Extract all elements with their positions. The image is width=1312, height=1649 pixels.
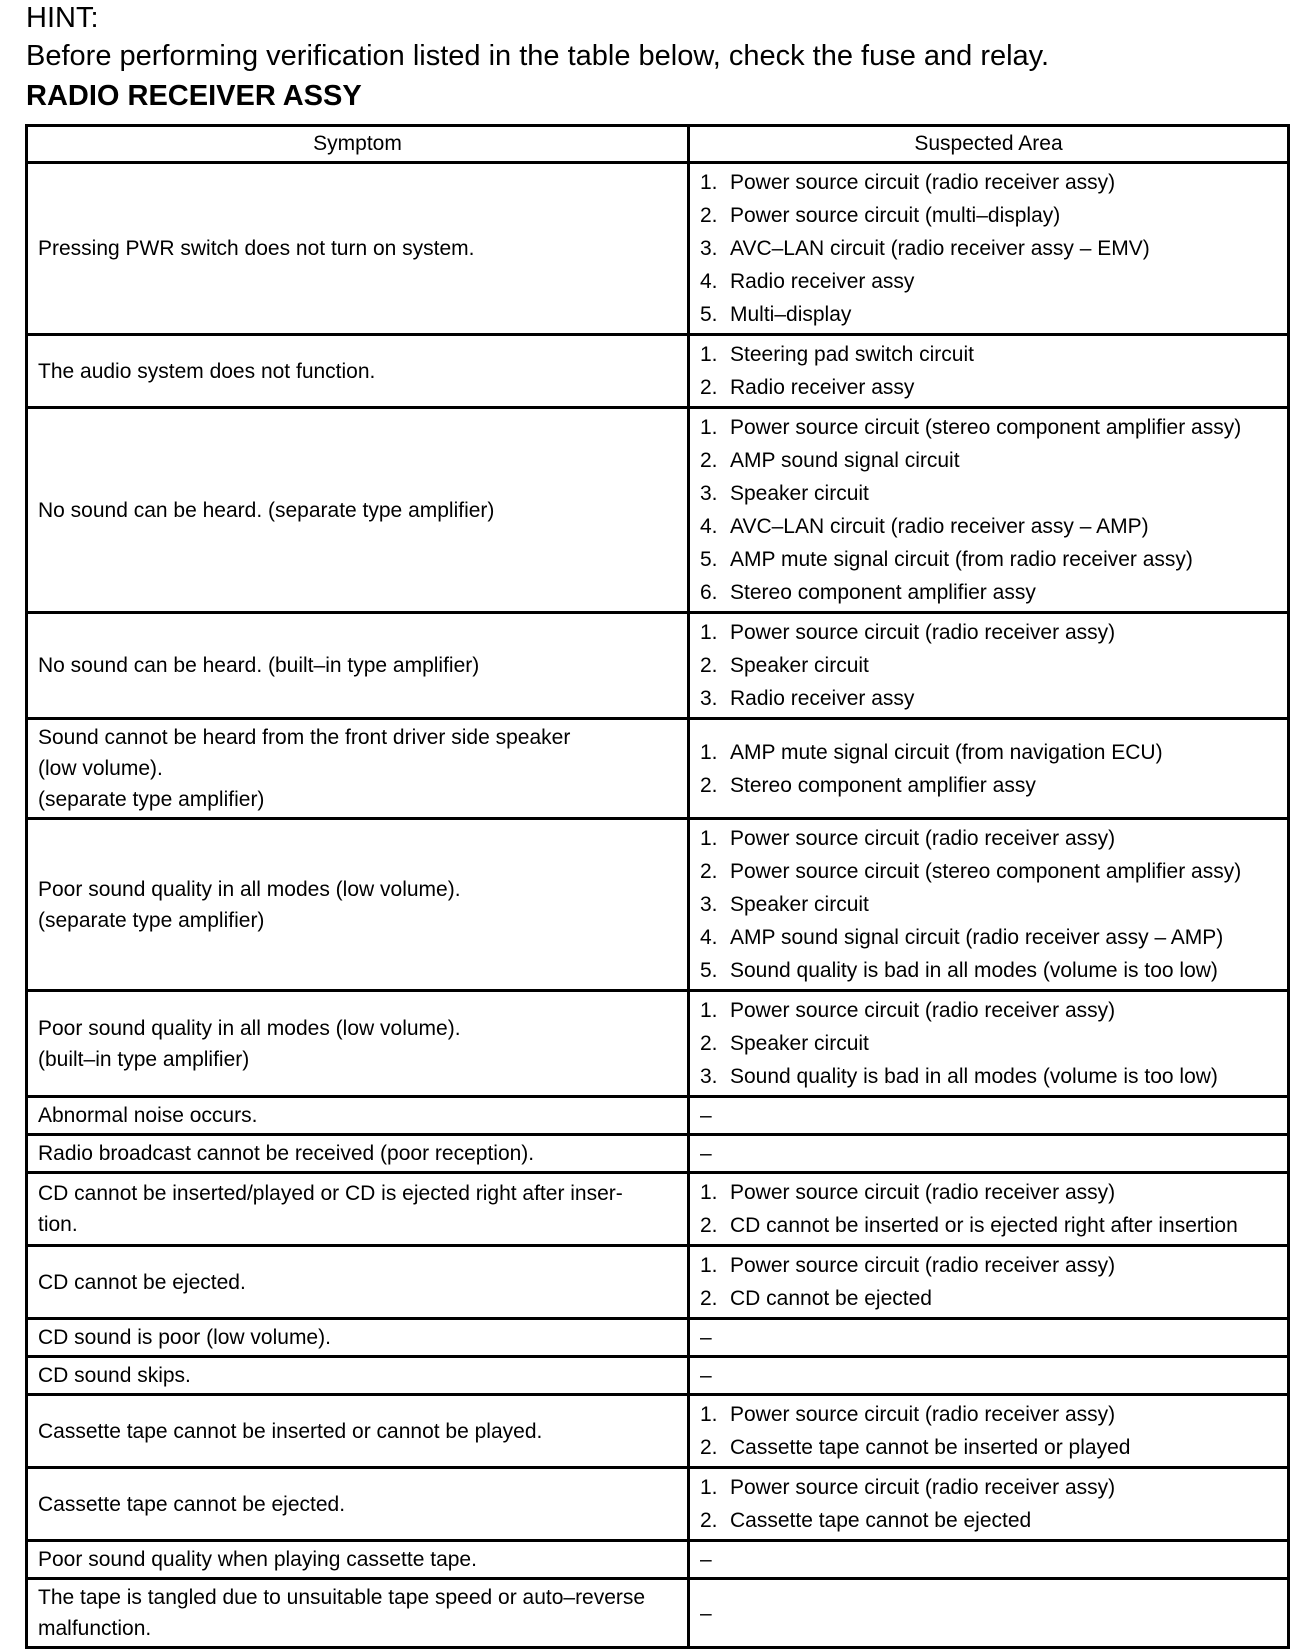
list-item <box>700 921 1277 954</box>
header-suspected-area: Suspected Area <box>689 126 1289 163</box>
symptom-text: Pressing PWR switch does not turn on system. <box>38 237 475 260</box>
suspected-area-text: CD cannot be ejected <box>730 1287 932 1310</box>
suspected-area-text: AMP mute signal circuit (from radio receiver assy) <box>730 548 1193 571</box>
list-item <box>700 232 1277 265</box>
list-item <box>700 166 1277 199</box>
table-row <box>27 408 1289 613</box>
list-item <box>700 1060 1277 1093</box>
item-number: 2. <box>700 376 718 399</box>
suspected-area-list <box>700 411 1277 609</box>
symptom-text: tion. <box>38 1213 78 1236</box>
list-item <box>700 1209 1277 1242</box>
symptom-cell <box>27 819 689 991</box>
item-number: 1. <box>700 827 718 850</box>
list-item <box>700 576 1277 609</box>
list-item <box>700 855 1277 888</box>
item-number: 1. <box>700 343 718 366</box>
item-number: 1. <box>700 171 718 194</box>
problem-symptoms-table <box>25 124 1290 1649</box>
suspected-area-cell <box>689 163 1289 335</box>
item-number: 2. <box>700 654 718 677</box>
symptom-cell <box>27 1357 689 1395</box>
symptom-cell <box>27 1579 689 1648</box>
suspected-area-text: Stereo component amplifier assy <box>730 581 1036 604</box>
list-item <box>700 954 1277 987</box>
list-item <box>700 1504 1277 1537</box>
suspected-area-cell <box>689 408 1289 613</box>
symptom-cell <box>27 719 689 819</box>
symptom-cell <box>27 1246 689 1319</box>
suspected-area-text: Power source circuit (radio receiver assy) <box>730 621 1116 644</box>
table-row <box>27 613 1289 719</box>
suspected-area-cell <box>689 819 1289 991</box>
suspected-area-cell <box>689 1468 1289 1541</box>
suspected-area-cell <box>689 1173 1289 1246</box>
symptom-cell <box>27 1135 689 1173</box>
suspected-area-list <box>700 1398 1277 1464</box>
suspected-area-text: Power source circuit (radio receiver assy) <box>730 999 1116 1022</box>
no-area-dash: – <box>700 1601 712 1625</box>
table-row <box>27 719 1289 819</box>
item-number: 1. <box>700 1403 718 1426</box>
symptom-text: (separate type amplifier) <box>38 908 265 932</box>
suspected-area-text: Radio receiver assy <box>730 376 915 399</box>
list-item <box>700 338 1277 371</box>
suspected-area-text: Cassette tape cannot be ejected <box>730 1509 1032 1532</box>
suspected-area-text: Power source circuit (radio receiver assy) <box>730 827 1116 850</box>
suspected-area-text: Radio receiver assy <box>730 270 915 293</box>
suspected-area-cell <box>689 1541 1289 1579</box>
list-item <box>700 994 1277 1027</box>
suspected-area-text: Power source circuit (multi–display) <box>730 204 1061 227</box>
suspected-area-list <box>700 822 1277 987</box>
suspected-area-list <box>700 1249 1277 1315</box>
suspected-area-text: Power source circuit (radio receiver assy) <box>730 1403 1116 1426</box>
symptom-text: No sound can be heard. (built–in type amplifier) <box>38 654 480 677</box>
symptom-cell <box>27 1319 689 1357</box>
suspected-area-cell <box>689 719 1289 819</box>
item-number: 5. <box>700 548 718 571</box>
list-item <box>700 769 1277 802</box>
suspected-area-text: Speaker circuit <box>730 1032 869 1055</box>
list-item <box>700 444 1277 477</box>
list-item <box>700 298 1277 331</box>
table-row <box>27 1135 1289 1173</box>
symptom-text: CD sound is poor (low volume). <box>38 1326 331 1349</box>
suspected-area-cell <box>689 1246 1289 1319</box>
symptom-text: The audio system does not function. <box>38 359 376 383</box>
hint-text: Before performing verification listed in the table below, check the fuse and relay. <box>26 40 1050 72</box>
symptom-cell <box>27 1541 689 1579</box>
item-number: 2. <box>700 1509 718 1532</box>
suspected-area-text: Speaker circuit <box>730 654 869 677</box>
symptom-text: Cassette tape cannot be ejected. <box>38 1492 346 1516</box>
suspected-area-text: Power source circuit (radio receiver assy) <box>730 1254 1116 1277</box>
list-item <box>700 1398 1277 1431</box>
item-number: 3. <box>700 482 718 505</box>
list-item <box>700 543 1277 576</box>
symptom-cell <box>27 335 689 408</box>
suspected-area-text: Power source circuit (radio receiver assy) <box>730 171 1116 194</box>
suspected-area-text: Sound quality is bad in all modes (volume is too low) <box>730 959 1218 982</box>
suspected-area-list <box>700 616 1277 715</box>
suspected-area-cell <box>689 1357 1289 1395</box>
table-row <box>27 1319 1289 1357</box>
item-number: 3. <box>700 893 718 916</box>
table-body <box>27 163 1289 1648</box>
hint-label: HINT: <box>26 2 99 34</box>
table-header-row <box>27 126 1289 163</box>
symptom-text: No sound can be heard. (separate type amplifier) <box>38 498 495 522</box>
item-number: 2. <box>700 1436 718 1459</box>
suspected-area-cell <box>689 613 1289 719</box>
no-area-dash: – <box>700 1364 712 1387</box>
table-row <box>27 335 1289 408</box>
suspected-area-list <box>700 338 1277 404</box>
item-number: 4. <box>700 515 718 538</box>
item-number: 2. <box>700 773 718 797</box>
symptom-text: CD cannot be inserted/played or CD is ejected right after inser- <box>38 1182 623 1205</box>
suspected-area-text: CD cannot be inserted or is ejected right after insertion <box>730 1214 1238 1237</box>
list-item <box>700 736 1277 769</box>
suspected-area-text: Power source circuit (radio receiver assy) <box>730 1181 1116 1204</box>
symptom-cell <box>27 991 689 1097</box>
symptom-text: CD sound skips. <box>38 1364 191 1387</box>
suspected-area-text: Power source circuit (radio receiver assy) <box>730 1476 1116 1499</box>
item-number: 1. <box>700 740 718 764</box>
item-number: 1. <box>700 999 718 1022</box>
symptom-text: CD cannot be ejected. <box>38 1270 246 1294</box>
suspected-area-text: AVC–LAN circuit (radio receiver assy – EMV) <box>730 237 1150 260</box>
list-item <box>700 199 1277 232</box>
suspected-area-text: Power source circuit (stereo component amplifier assy) <box>730 416 1242 439</box>
item-number: 5. <box>700 303 718 326</box>
list-item <box>700 1027 1277 1060</box>
symptom-text: Cassette tape cannot be inserted or cannot be played. <box>38 1419 543 1443</box>
item-number: 6. <box>700 581 718 604</box>
table-row <box>27 1357 1289 1395</box>
header-symptom: Symptom <box>27 126 689 163</box>
item-number: 3. <box>700 687 718 710</box>
table-row <box>27 1468 1289 1541</box>
table-row <box>27 1395 1289 1468</box>
no-area-dash: – <box>700 1326 712 1349</box>
item-number: 4. <box>700 270 718 293</box>
item-number: 5. <box>700 959 718 982</box>
suspected-area-cell <box>689 335 1289 408</box>
item-number: 3. <box>700 1065 718 1088</box>
list-item <box>700 265 1277 298</box>
symptom-cell <box>27 408 689 613</box>
list-item <box>700 1249 1277 1282</box>
suspected-area-cell <box>689 1097 1289 1135</box>
list-item <box>700 371 1277 404</box>
list-item <box>700 682 1277 715</box>
list-item <box>700 477 1277 510</box>
item-number: 2. <box>700 449 718 472</box>
list-item <box>700 649 1277 682</box>
table-row <box>27 1541 1289 1579</box>
item-number: 4. <box>700 926 718 949</box>
table-row <box>27 819 1289 991</box>
table-row <box>27 163 1289 335</box>
symptom-text: Abnormal noise occurs. <box>38 1104 258 1127</box>
suspected-area-text: Power source circuit (stereo component amplifier assy) <box>730 860 1242 883</box>
item-number: 2. <box>700 1214 718 1237</box>
symptom-cell <box>27 1468 689 1541</box>
table-row <box>27 1579 1289 1648</box>
no-area-dash: – <box>700 1142 712 1165</box>
suspected-area-text: Multi–display <box>730 303 852 326</box>
item-number: 2. <box>700 1032 718 1055</box>
section-title: RADIO RECEIVER ASSY <box>26 80 362 112</box>
list-item <box>700 616 1277 649</box>
symptom-text: Poor sound quality in all modes (low volume). <box>38 877 461 901</box>
suspected-area-list <box>700 736 1277 802</box>
suspected-area-text: Radio receiver assy <box>730 687 915 710</box>
item-number: 1. <box>700 416 718 439</box>
suspected-area-text: AMP mute signal circuit (from navigation ECU) <box>730 740 1163 764</box>
symptom-text: (separate type amplifier) <box>38 788 265 811</box>
symptom-text: Poor sound quality when playing cassette tape. <box>38 1548 477 1571</box>
suspected-area-text: Speaker circuit <box>730 893 869 916</box>
symptom-cell <box>27 1173 689 1246</box>
item-number: 3. <box>700 237 718 260</box>
suspected-area-text: Speaker circuit <box>730 482 869 505</box>
no-area-dash: – <box>700 1548 712 1571</box>
suspected-area-cell <box>689 991 1289 1097</box>
item-number: 1. <box>700 1181 718 1204</box>
suspected-area-list <box>700 1471 1277 1537</box>
suspected-area-text: Cassette tape cannot be inserted or played <box>730 1436 1131 1459</box>
symptom-cell <box>27 613 689 719</box>
table-row <box>27 991 1289 1097</box>
suspected-area-cell <box>689 1319 1289 1357</box>
list-item <box>700 1471 1277 1504</box>
list-item <box>700 1176 1277 1209</box>
suspected-area-list <box>700 994 1277 1093</box>
item-number: 1. <box>700 1476 718 1499</box>
table-row <box>27 1246 1289 1319</box>
symptom-text: malfunction. <box>38 1617 152 1640</box>
list-item <box>700 411 1277 444</box>
item-number: 1. <box>700 621 718 644</box>
symptom-text: Radio broadcast cannot be received (poor reception). <box>38 1142 535 1165</box>
symptom-text: (built–in type amplifier) <box>38 1047 250 1071</box>
suspected-area-cell <box>689 1395 1289 1468</box>
suspected-area-text: AMP sound signal circuit (radio receiver assy – AMP) <box>730 926 1224 949</box>
list-item <box>700 888 1277 921</box>
suspected-area-cell <box>689 1135 1289 1173</box>
symptom-text: The tape is tangled due to unsuitable tape speed or auto–reverse <box>38 1586 646 1609</box>
suspected-area-text: Steering pad switch circuit <box>730 343 974 366</box>
table-row <box>27 1173 1289 1246</box>
symptom-cell <box>27 163 689 335</box>
symptom-text: (low volume). <box>38 757 163 780</box>
list-item <box>700 1282 1277 1315</box>
suspected-area-text: AVC–LAN circuit (radio receiver assy – AMP) <box>730 515 1149 538</box>
list-item <box>700 510 1277 543</box>
no-area-dash: – <box>700 1104 712 1127</box>
suspected-area-text: Stereo component amplifier assy <box>730 773 1036 797</box>
symptom-cell <box>27 1395 689 1468</box>
suspected-area-list <box>700 1176 1277 1242</box>
item-number: 2. <box>700 1287 718 1310</box>
suspected-area-text: AMP sound signal circuit <box>730 449 960 472</box>
symptom-text: Poor sound quality in all modes (low volume). <box>38 1016 461 1040</box>
list-item <box>700 822 1277 855</box>
suspected-area-cell <box>689 1579 1289 1648</box>
item-number: 1. <box>700 1254 718 1277</box>
suspected-area-text: Sound quality is bad in all modes (volume is too low) <box>730 1065 1218 1088</box>
symptom-cell <box>27 1097 689 1135</box>
table-row <box>27 1097 1289 1135</box>
item-number: 2. <box>700 860 718 883</box>
list-item <box>700 1431 1277 1464</box>
suspected-area-list <box>700 166 1277 331</box>
symptom-text: Sound cannot be heard from the front driver side speaker <box>38 726 571 749</box>
item-number: 2. <box>700 204 718 227</box>
